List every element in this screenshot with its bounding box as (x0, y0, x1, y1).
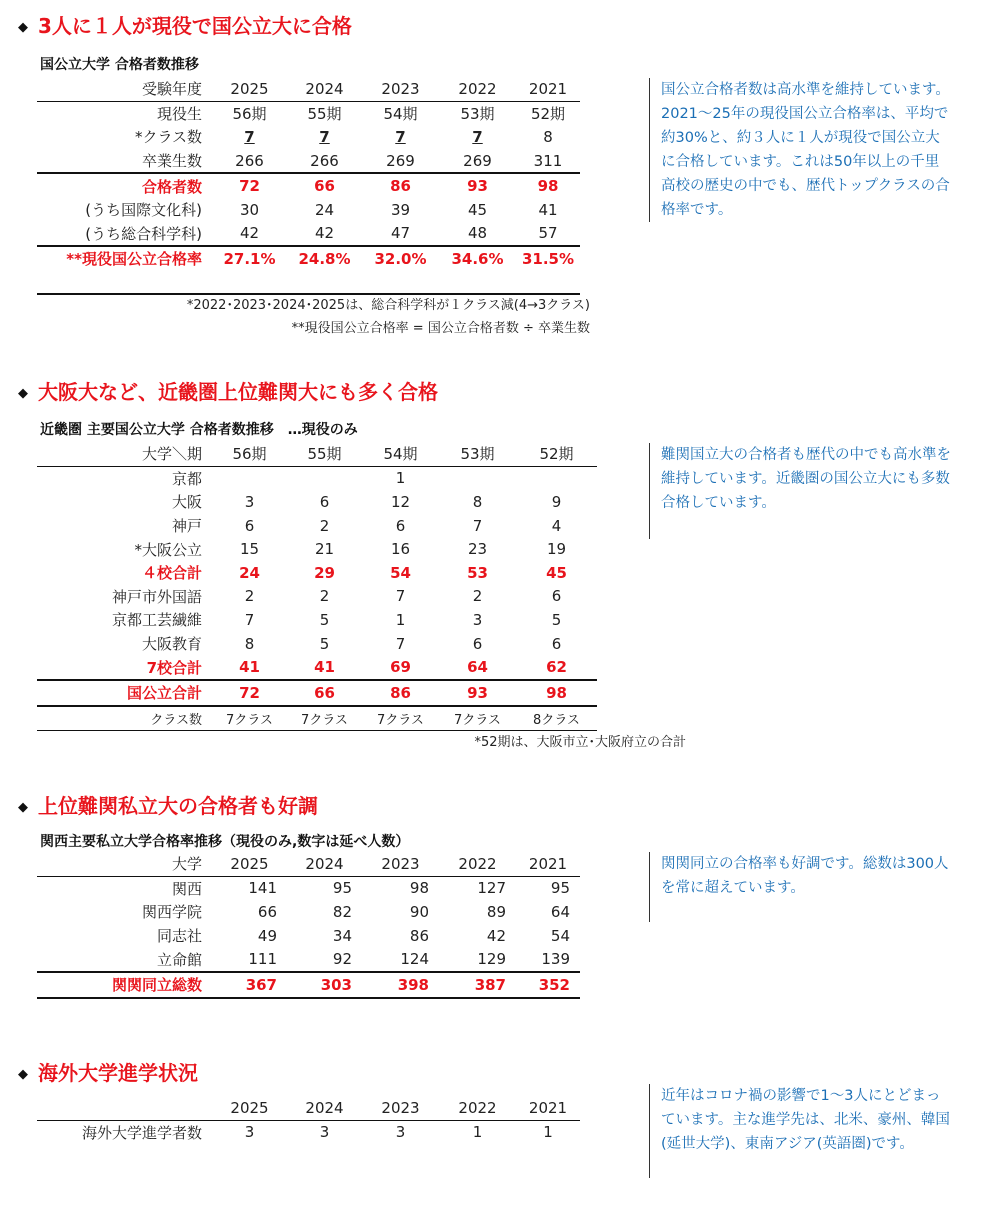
table-spacer-row (37, 271, 580, 294)
section2-side-text: 難関国立大の合格者も歴代の中でも高水準を維持しています。近畿圏の国公立大にも多数合格しています。 (649, 443, 953, 539)
section2-table (37, 442, 597, 731)
section1-table (37, 77, 580, 295)
diamond-bullet-icon: ◆ (18, 800, 28, 815)
diamond-bullet-icon: ◆ (18, 20, 28, 35)
table-row: 合格者数 72 66 86 93 98 (37, 173, 580, 198)
table-row: 大阪教育 8 5 7 6 6 (141, 634, 562, 654)
section1-title: ◆ 3人に１人が現役で国公立大に合格 (18, 14, 352, 38)
section3-table (37, 852, 580, 999)
diamond-bullet-icon: ◆ (18, 386, 28, 401)
table-row: 関西学院 66 82 90 89 64 (141, 902, 570, 922)
section4-title: ◆ 海外大学進学状況 (18, 1061, 198, 1085)
table-row: 国公立合計 72 66 86 93 98 (37, 680, 597, 706)
section1-note1: *2022･2023･2024･2025は、総合科学科が１クラス減(4→3クラス) (186, 298, 590, 313)
table-row: 同志社 49 34 86 42 54 (156, 926, 570, 946)
table-row: 関関同立総数 367 303 398 387 352 (37, 972, 580, 998)
table-row: クラス数 7クラス 7クラス 7クラス 7クラス 8クラス (37, 706, 597, 731)
table-row: 関西 141 95 98 127 95 (171, 879, 570, 898)
table-header-row: 大学＼期 56期 55期 54期 53期 52期 (37, 442, 597, 466)
section4-side-text: 近年はコロナ禍の影響で1～3人にとどまっています。主な進学先は、北米、豪州、韓国(延世大学)、東南アジア(英語圏)です。 (649, 1084, 953, 1178)
table-row: 京都工芸繊維 7 5 1 3 5 (111, 610, 562, 630)
table-row: 海外大学進学者数 3 3 3 1 1 (81, 1123, 553, 1142)
table-row: 立命館 111 92 124 129 139 (156, 950, 570, 969)
table-header-row: 受験年度 2025 2024 2023 2022 2021 (37, 77, 580, 101)
table-header-row: 2025 2024 2023 2022 2021 (37, 1096, 580, 1120)
table-row: **現役国公立合格率 27.1% 24.8% 32.0% 34.6% 31.5% (37, 246, 580, 271)
table-row: 現役生 56期 55期 54期 53期 52期 (156, 104, 566, 123)
section2-note: *52期は、大阪市立･大阪府立の合計 (474, 735, 686, 750)
table-header-row: 大学 2025 2024 2023 2022 2021 (37, 852, 580, 876)
section1-caption: 国公立大学 合格者数推移 (40, 57, 199, 73)
table-row: 京都 1 (171, 469, 406, 488)
section1-note2: **現役国公立合格率 = 国公立合格者数 ÷ 卒業生数 (291, 321, 590, 336)
table-row: (うち国際文化科) 30 24 39 45 41 (85, 200, 558, 220)
section3-caption: 関西主要私立大学合格率推移（現役のみ,数字は延べ人数） (40, 834, 410, 850)
section2-caption: 近畿圏 主要国公立大学 合格者数推移 …現役のみ (40, 422, 358, 438)
table-row: *大阪公立 15 21 16 23 19 (134, 540, 567, 559)
table-row: ４校合計 24 29 54 53 45 (141, 563, 567, 583)
section1-side-text: 国公立合格者数は高水準を維持しています。2021～25年の現役国公立合格率は、平均で約30%と、約３人に１人が現役で国公立大に合格しています。これは50年以上の千里高校の歴史の中でも、歴代トップクラスの合格率です。 (649, 78, 953, 222)
table-row: 大阪 3 6 12 8 9 (171, 492, 562, 512)
section2-title: ◆ 大阪大など、近畿圏上位難関大にも多く合格 (18, 380, 438, 404)
section4-table (37, 1096, 580, 1144)
table-row: (うち総合科学科) 42 42 47 48 57 (85, 224, 558, 243)
section3-side-text: 関関同立の合格率も好調です。総数は300人を常に超えています。 (649, 852, 953, 922)
diamond-bullet-icon: ◆ (18, 1067, 28, 1082)
table-row: 神戸 6 2 6 7 4 (171, 516, 562, 536)
section3-title: ◆ 上位難関私立大の合格者も好調 (18, 794, 318, 818)
table-row: *クラス数 7 7 7 7 8 (134, 127, 553, 147)
table-row: 卒業生数 266 266 269 269 311 (141, 151, 563, 171)
table-row: 7校合計 41 41 69 64 62 (146, 658, 567, 677)
table-row: 神戸市外国語 2 2 7 2 6 (111, 587, 562, 606)
